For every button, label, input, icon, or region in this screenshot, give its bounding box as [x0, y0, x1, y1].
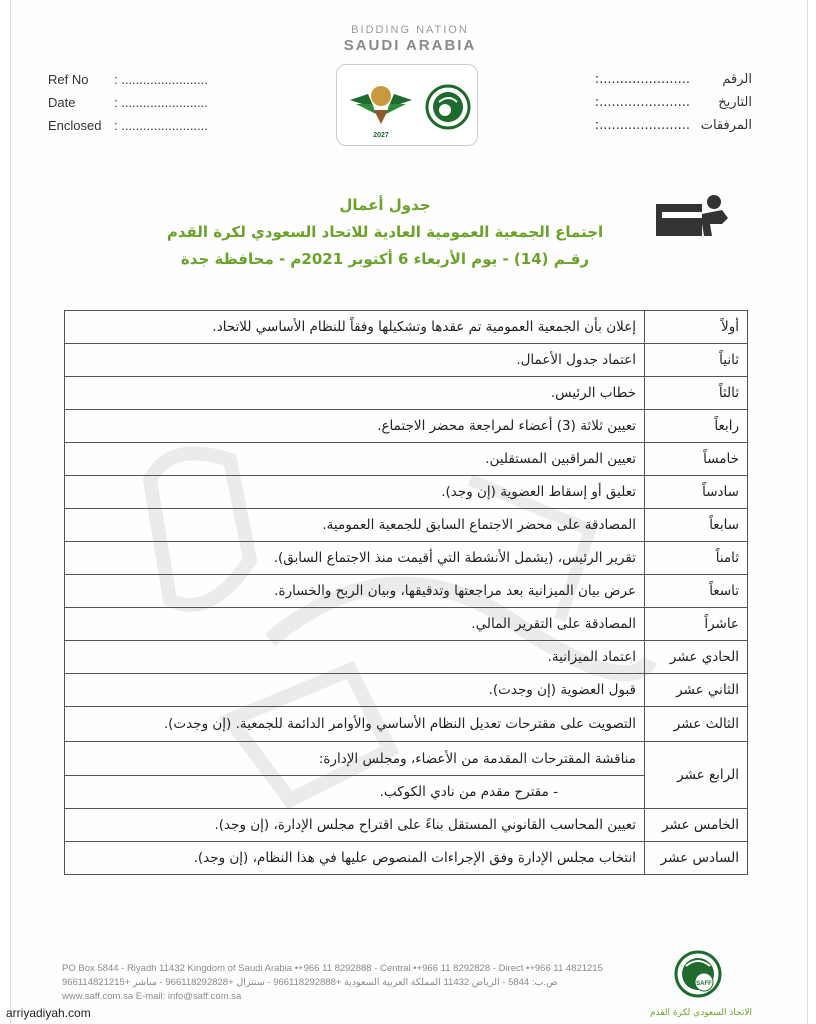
date-label-ar: التاريخ: [718, 95, 752, 110]
ref-no-value-ar: ......................:: [594, 72, 690, 87]
saff-badge-label: SAFF: [696, 981, 712, 987]
agenda-row: [65, 377, 748, 410]
source-watermark: arriyadiyah.com: [6, 1006, 91, 1020]
agenda-row: [65, 809, 748, 842]
agenda-row: [65, 608, 748, 641]
agenda-item-text: إعلان بأن الجمعية العمومية تم عقدها وتشكيلها وفقاً للنظام الأساسي للاتحاد.: [65, 311, 645, 344]
agenda-title: جدول أعمال: [339, 196, 431, 214]
agenda-item-number: رابعاً: [645, 410, 748, 443]
agenda-item-text: تعليق أو إسقاط العضوية (إن وجد).: [65, 476, 645, 509]
agenda-sub-item: - مقترح مقدم من نادي الكوكب.: [65, 776, 645, 809]
agenda-item-text: اعتماد الميزانية.: [65, 641, 645, 674]
enclosed-label-ar: المرفقات: [700, 118, 752, 133]
agenda-row: [65, 575, 748, 608]
agenda-item-number: تاسعاً: [645, 575, 748, 608]
agenda-item-number: سادساً: [645, 476, 748, 509]
agenda-row: [65, 641, 748, 674]
agenda-row: [65, 842, 748, 875]
footer-address-en: PO Box 5844 - Riyadh 11432 Kingdom of Saudi Arabia •+966 11 8292888 - Central •+966 11 8292828 - Direct •+966 11 4821215: [62, 963, 603, 974]
bid-year-label: 2027: [373, 132, 389, 139]
ref-row: [595, 114, 752, 137]
agenda-item-number: السادس عشر: [645, 842, 748, 875]
agenda-item-number: ثانياً: [645, 344, 748, 377]
ref-no-label: Ref No: [48, 72, 89, 87]
enclosed-value: : ........................: [114, 118, 208, 133]
agenda-item-number: خامساً: [645, 443, 748, 476]
footer-web-email: www.saff.com.sa E-mail: info@saff.com.sa: [62, 991, 242, 1002]
agenda-item-text: قبول العضوية (إن وجدت).: [65, 674, 645, 707]
agenda-item-number: الرابع عشر: [645, 742, 748, 809]
document-titles: [150, 196, 620, 268]
meeting-title: اجتماع الجمعية العمومية العادية للاتحاد السعودي لكرة القدم: [166, 223, 604, 241]
saff-footer-logo-icon: [662, 948, 734, 1004]
agenda-item-text: عرض بيان الميزانية بعد مراجعتها وتدقيقها، وبيان الربح والخسارة.: [65, 575, 645, 608]
footer-address-ar: ص.ب: 5844 - الرياض 11432 المملكة العربية السعودية +966118292888 - سنترال +966118292828 - مباشر +966114821215: [62, 977, 558, 988]
date-value-ar: ......................:: [594, 95, 690, 110]
agenda-row: [65, 742, 748, 776]
agenda-row: [65, 476, 748, 509]
agenda-item-number: ثامناً: [645, 542, 748, 575]
agenda-item-number: الخامس عشر: [645, 809, 748, 842]
enclosed-value-ar: ......................:: [594, 118, 690, 133]
agenda-item-text: المصادقة على محضر الاجتماع السابق للجمعية العمومية.: [65, 509, 645, 542]
agenda-row: [65, 344, 748, 377]
date-value: : ........................: [114, 95, 208, 110]
agenda-row: [65, 443, 748, 476]
agenda-item-text: تعيين المراقبين المستقلين.: [65, 443, 645, 476]
agenda-item-number: الثاني عشر: [645, 674, 748, 707]
agenda-item-text: خطاب الرئيس.: [65, 377, 645, 410]
agenda-item-number: الثالث عشر: [645, 707, 748, 742]
saff-footer-name: الاتحاد السعودي لكرة القدم: [649, 1008, 753, 1018]
agenda-item-number: عاشراً: [645, 608, 748, 641]
saff-logo-icon: [425, 84, 471, 130]
agenda-item-number: سابعاً: [645, 509, 748, 542]
ref-row: [48, 91, 208, 114]
agenda-item-text: مناقشة المقترحات المقدمة من الأعضاء، ومجلس الإدارة:: [65, 742, 645, 776]
agenda-item-number: الحادي عشر: [645, 641, 748, 674]
ref-no-label-ar: الرقم: [722, 72, 752, 87]
agenda-row: [65, 410, 748, 443]
bid-main-text: SAUDI ARABIA: [343, 37, 477, 54]
agenda-item-text: التصويت على مقترحات تعديل النظام الأساسي والأوامر الدائمة للجمعية. (إن وجدت).: [65, 707, 645, 742]
ref-row: [595, 68, 752, 91]
agenda-item-text: تعيين المحاسب القانوني المستقل بناءً على اقتراح مجلس الإدارة، (إن وجد).: [65, 809, 645, 842]
bid-branding: [330, 24, 490, 54]
agenda-item-text: المصادقة على التقرير المالي.: [65, 608, 645, 641]
date-label: Date: [48, 95, 76, 110]
bid-2027-falcon-icon: [346, 74, 416, 140]
agenda-item-text: تقرير الرئيس، (يشمل الأنشطة التي أقيمت منذ الاجتماع السابق).: [65, 542, 645, 575]
ref-row: [595, 91, 752, 114]
ref-row: [48, 68, 208, 91]
agenda-item-number: ثالثاً: [645, 377, 748, 410]
agenda-row: [65, 674, 748, 707]
agenda-row: [65, 707, 748, 742]
agenda-table: [64, 310, 748, 875]
agenda-item-text: انتخاب مجلس الإدارة وفق الإجراءات المنصوص عليها في هذا النظام، (إن وجد).: [65, 842, 645, 875]
agenda-item-number: أولاً: [645, 311, 748, 344]
ref-no-value: : ........................: [114, 72, 208, 87]
agenda-row: [65, 311, 748, 344]
agenda-row: [65, 542, 748, 575]
ref-row: [48, 114, 208, 137]
agenda-row: [65, 509, 748, 542]
agenda-item-text: اعتماد جدول الأعمال.: [65, 344, 645, 377]
reference-fields-arabic: [595, 68, 752, 137]
bid-top-text: BIDDING NATION: [351, 24, 469, 36]
meeting-details: رقـم (14) - يوم الأربعاء 6 أكتوبر 2021م - محافظة جدة: [180, 250, 590, 268]
footer-contact: [62, 962, 652, 1004]
agenda-item-text: تعيين ثلاثة (3) أعضاء لمراجعة محضر الاجتماع.: [65, 410, 645, 443]
reference-fields-english: [48, 68, 208, 137]
enclosed-label: Enclosed: [48, 118, 102, 133]
meeting-desk-icon: [652, 190, 732, 246]
